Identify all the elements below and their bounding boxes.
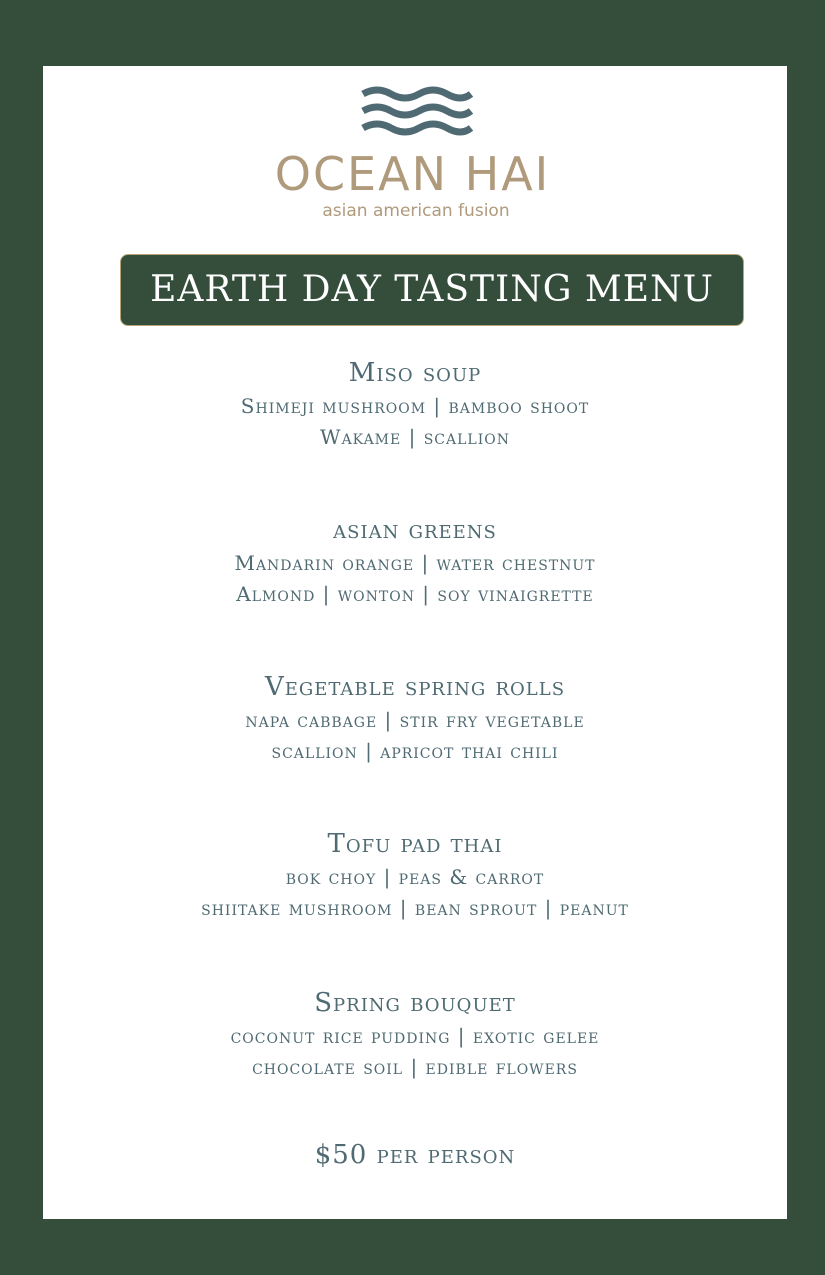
course-name: asian greens [333, 515, 497, 545]
course-tofu-pad-thai [43, 828, 787, 924]
menu-title: EARTH DAY TASTING MENU [150, 269, 714, 310]
course-description-line: Almond | wonton | soy vinaigrette [236, 582, 594, 606]
menu-title-banner [120, 254, 744, 326]
course-name: Tofu pad thai [327, 829, 503, 859]
brand-name: OCEAN HAI [274, 147, 551, 201]
brand-tagline: asian american fusion [322, 201, 510, 221]
course-name: Vegetable spring rolls [264, 672, 566, 702]
course-miso-soup [43, 357, 787, 453]
course-name: Miso soup [348, 358, 482, 388]
course-name: Spring bouquet [314, 988, 516, 1018]
waves-icon [361, 86, 473, 138]
course-description-line: napa cabbage | stir fry vegetable [245, 708, 585, 732]
course-description-line: shiitake mushroom | bean sprout | peanut [201, 896, 629, 920]
course-description-line: bok choy | peas & carrot [285, 865, 545, 889]
course-vegetable-spring-rolls [43, 671, 787, 767]
course-description-line: Mandarin orange | water chestnut [234, 551, 596, 575]
course-spring-bouquet [43, 987, 787, 1083]
course-description-line: Shimeji mushroom | bamboo shoot [240, 394, 590, 418]
course-description-line: scallion | apricot thai chili [271, 739, 559, 763]
price: $50 per person [314, 1140, 516, 1170]
course-description-line: Wakame | scallion [320, 425, 510, 449]
course-description-line: chocolate soil | edible flowers [252, 1055, 578, 1079]
course-description-line: coconut rice pudding | exotic gelee [230, 1024, 600, 1048]
course-asian-greens [43, 514, 787, 610]
